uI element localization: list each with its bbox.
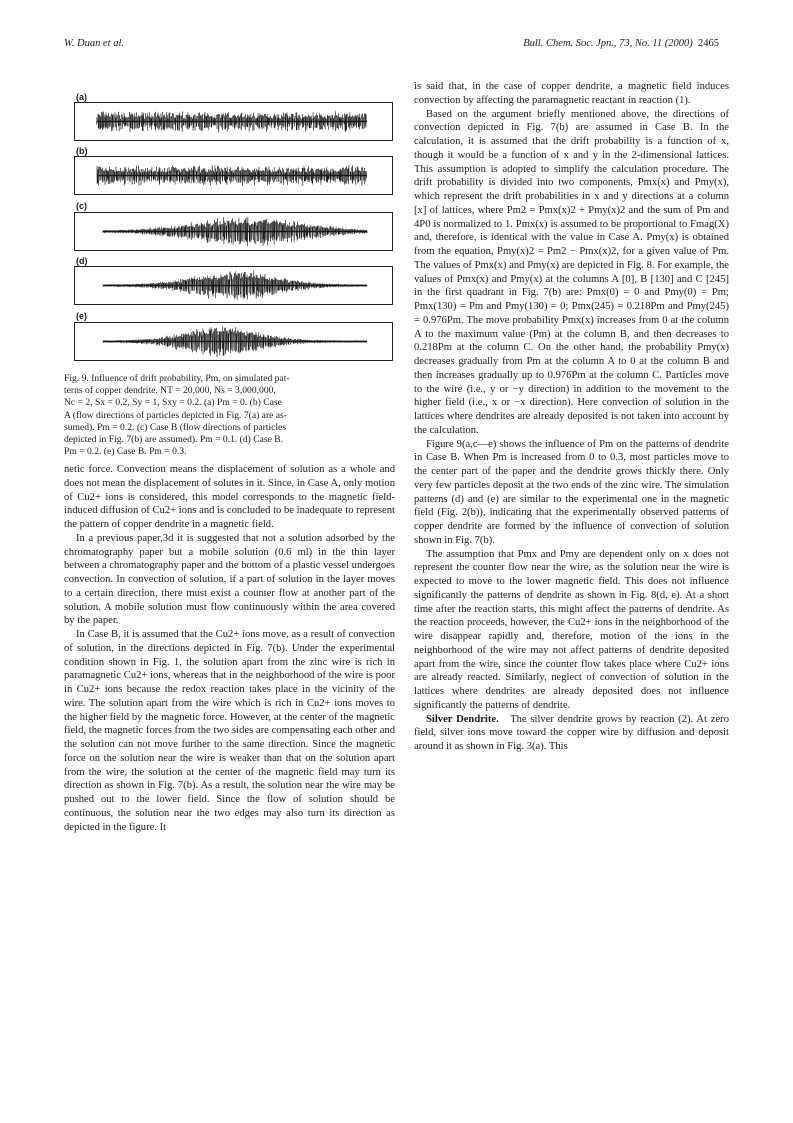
running-head-journal [523, 38, 719, 49]
right-column [414, 80, 729, 754]
caption-line: depicted in Fig. 7(b) are assumed). Pm = 0.1. (d) Case B. [64, 434, 284, 446]
paragraph: In a previous paper,3d it is suggested that not a solution adsorbed by the chromatography paper but a mobile solution (0.6 ml) in the thin layer between a chromatography paper and the bottom of a plastic vessel undergoes convection. In convection of solution, if a part of solution in the layer moves to a certain direction, there must exist a counter flow at another part of the solution. A mobile solution must flow continuously within the area covered by the paper. [64, 532, 395, 627]
caption-line: sumed). Pm = 0.2. (c) Case B (flow directions of particles [64, 421, 287, 433]
dendrite-pattern-panel [74, 212, 393, 251]
panel-label: (e) [76, 311, 87, 321]
journal-citation: Bull. Chem. Soc. Jpn., 73, No. 11 (2000) [523, 38, 693, 49]
paragraph: netic force. Convection means the displacement of solution as a whole and does not mean the displacement of solutes in it. Since, in Case A, only motion of Cu2+ ions is considered, this model corresponds to the magnetic field-induced diffusion of Cu2+ ions and is concluded to be inadequate to represent the pattern of copper dendrite in a magnetic field. [64, 464, 395, 530]
paragraph [414, 713, 729, 754]
section-subhead: Silver Dendrite. [426, 713, 499, 725]
paragraph: Based on the argument briefly mentioned above, the directions of convection depicted in Fig. 7(b) are assumed in Case B. In the calculation, it is assumed that the drift probability is a function of x, though it would be a function of x and y in the 2-dimensional lattices. This assumption is adopted to simplify the calculation procedure. The drift probability is divided into two components, Pmx(x) and Pmy(x), which represent the drift probabilities in x and y directions at a column [x] of lattices, where Pm2 = Pmx(x)2 + Pmy(x)2 and the sum of Pm and 4P0 is normalized to 1. Pmx(x) is assumed to be proportional to Fmag(X) and, therefore, is identical with the value in Case A. Pmy(x) is obtained from the equation, Pmy(x)2 = Pm2 − Pmx(x)2, for a given value of Pm. The values of Pmx(x) and Pmy(x) are depicted in Fig. 8. For example, the values of Pmx(x) and Pmy(x) at the columns A [0], B [130] and C [245] in the first quadrant in Fig. 7(b) are: Pmx(0) = 0 and Pmy(0) = Pm; Pmx(130) = Pm and Pmy(130) = 0; Pmx(245) = 0.218Pm and Pmy(245) = 0.976Pm. The move probability Pmx(x) increases from 0 at the column A to the maximum value (Pm) at the column B, and then decreases to 0.218Pm at the column C. On the other hand, the probability Pmy(x) decreases gradually from Pm at the column A to 0 at the column B and then increases gradually up to 0.976Pm at the column C. Particles move to the wire (i.e., y or −y direction) in addition to the movement to the higher field (i.e., x or −x direction). Here convection of solution in the lattices where dendrites are already deposited is not taken into account by the calculation. [414, 108, 729, 436]
paragraph: In Case B, it is assumed that the Cu2+ ions move, as a result of convection of solution, in the directions depicted in Fig. 7(b). Under the experimental condition shown in Fig. 1, the solution apart from the zinc wire is rich in paramagnetic Cu2+ ions, whereas that in the neighborhood of the wire is poor in Cu2+ ions because the redox reaction takes place in the vicinity of the wire. The solution apart from the wire which is rich in Cu2+ ions moves to the higher field by the magnetic force. However, at the center of the magnetic field, the magnetic forces from the two sides are compensating each other and the solution can not move further to the same direction. Since the magnetic force on the solution near the wire is weaker than that on the solution apart from the wire, the solution at the center of the magnetic field may turn its direction as shown in Fig. 7(b). As a result, the solution near the wire may be pushed out to the lower field. Since the flow of solution should be continuous, the solution near the two edges may also turn its direction as depicted in the figure. It [64, 629, 395, 833]
panel-label: (a) [76, 92, 87, 102]
caption-line: A (flow directions of particles depicted in Fig. 7(a) are as- [64, 409, 287, 421]
dendrite-strokes [103, 217, 367, 246]
dendrite-strokes [97, 165, 367, 186]
caption-line: Nc = 2, Sx = 0.2, Sy = 1, Sxy = 0.2. (a) Pm = 0. (b) Case [64, 397, 282, 409]
running-head-authors: W. Duan et al. [64, 38, 124, 49]
caption-line: terns of copper dendrite. NT = 20,000, Ns = 3,000,000, [64, 385, 276, 397]
panel-label: (b) [76, 146, 88, 156]
page-number: 2465 [698, 38, 719, 49]
panel-label: (c) [76, 201, 87, 211]
dendrite-pattern-panel [74, 322, 393, 361]
panel-label: (d) [76, 256, 88, 266]
paragraph: is said that, in the case of copper dendrite, a magnetic field induces convection by affecting the paramagnetic reactant in reaction (1). [414, 81, 729, 106]
dendrite-pattern-panel [74, 266, 393, 305]
paragraph: Figure 9(a,c—e) shows the influence of Pm on the patterns of dendrite in Case B. When Pm is increased from 0 to 0.3, most particles move to the center part of the paper and the dendrite grows thickly there. Only very few particles deposit at the two ends of the zinc wire. The simulation patterns (d) and (e) are similar to the experimental one in the magnetic field (Fig. 2(b)), indicating that the experimentally observed patterns of copper dendrite are formed by the influence of convection of solution shown in Fig. 7(b). [414, 438, 729, 546]
figure-caption [64, 373, 395, 458]
paragraph: The assumption that Pmx and Pmy are dependent only on x does not represent the counter flow near the wire, as the solution near the wire is expected to move to the lower magnetic field. This does not influence significantly the patterns of dendrite as shown in Fig. 8(d, e). At a short time after the reaction starts, this might affect the patterns of dendrite. As the reaction proceeds, however, the Cu2+ ions in the neighborhood of the wire disappear rapidly and, therefore, motion of the ions in the neighborhood of the wire may not affect patterns of dendrite deposited apart from the wire, since the counter flow takes place where Cu2+ ions are already reacted. Similarly, neglect of convection of solution in the lattices where dendrites are already deposited does not influence significantly the patterns of dendrite. [414, 548, 729, 711]
caption-line: Fig. 9. Influence of drift probability, Pm, on simulated pat- [64, 373, 290, 384]
dendrite-pattern-panel [74, 156, 393, 195]
caption-line: Pm = 0.2. (e) Case B. Pm = 0.3. [64, 446, 187, 458]
dendrite-pattern-panel [74, 102, 393, 141]
left-column [64, 463, 395, 834]
paragraph-text: The silver dendrite grows by reaction (2). At zero field, silver ions move toward the copper wire by diffusion and deposit around it as shown in Fig. 3(a). This [414, 713, 729, 752]
